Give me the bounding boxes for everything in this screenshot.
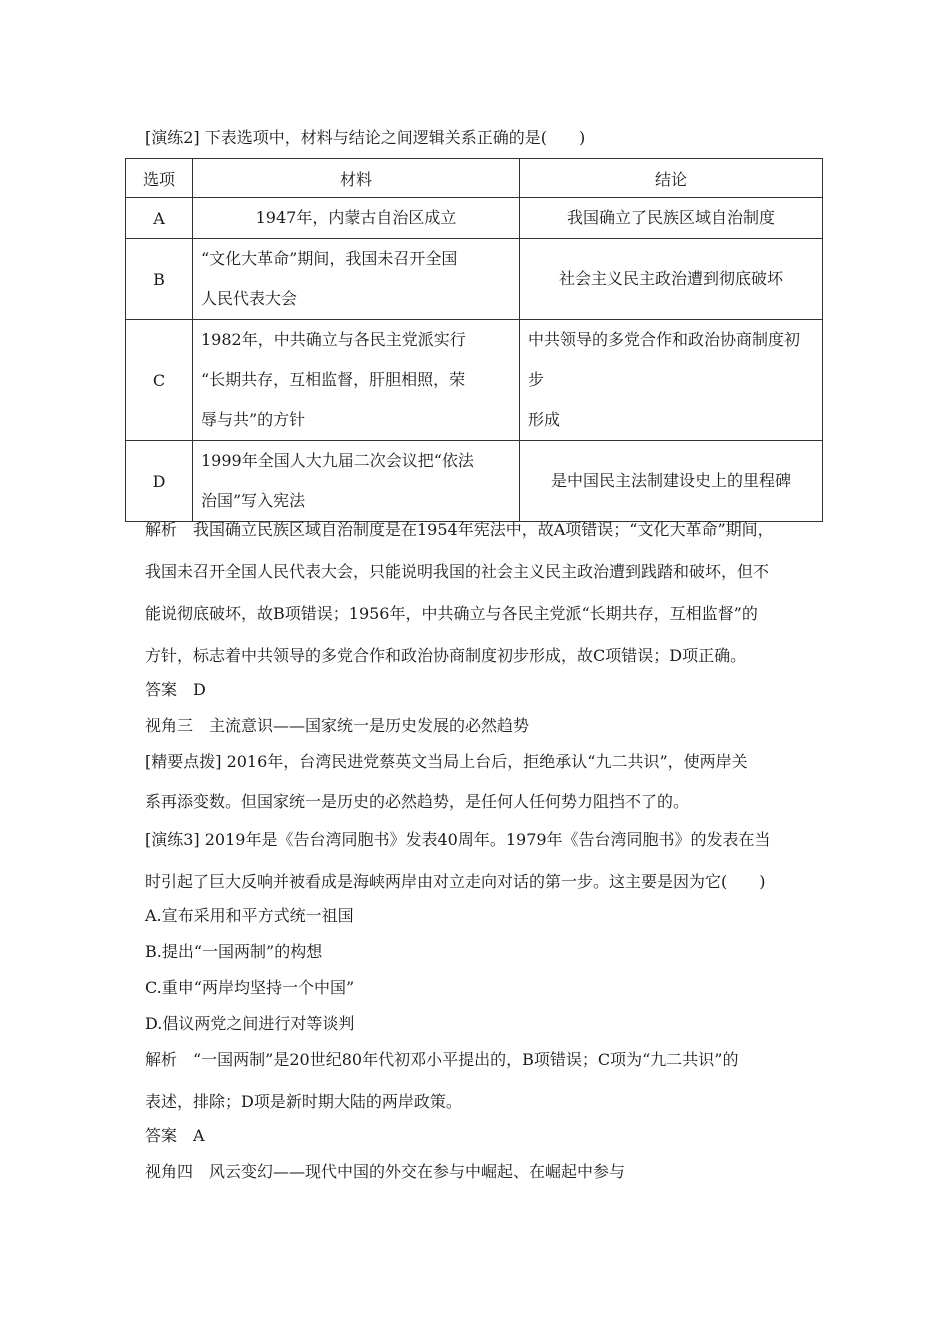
row-material: “文化大革命”期间，我国未召开全国 (201, 249, 458, 268)
row-material: 治国”写入宪法 (201, 491, 306, 510)
header-material: 材料 (193, 159, 520, 198)
exercise3-analysis-line: 表述，排除；D项是新时期大陆的两岸政策。 (145, 1092, 462, 1111)
row-conclusion: 是中国民主法制建设史上的里程碑 (550, 471, 791, 490)
perspective3-tip-line: [精要点拨] 2016年，台湾民进党蔡英文当局上台后，拒绝承认“九二共识”，使两岸关 (145, 752, 748, 771)
row-material: 1982年，中共确立与各民主党派实行 (201, 330, 466, 349)
exercise2-analysis-line: 我国未召开全国人民代表大会，只能说明我国的社会主义民主政治遭到践踏和破坏，但不 (145, 562, 770, 581)
row-option: C (126, 320, 193, 441)
header-conclusion: 结论 (520, 159, 823, 198)
exercise2-analysis-line: 解析 我国确立民族区域自治制度是在1954年宪法中，故A项错误；“文化大革命”期间， (145, 520, 774, 539)
row-material: 人民代表大会 (201, 289, 298, 308)
perspective3-tip-line: 系再添变数。但国家统一是历史的必然趋势，是任何人任何势力阻挡不了的。 (145, 792, 690, 811)
row-conclusion: 中共领导的多党合作和政治协商制度初步 (528, 330, 801, 389)
exercise2-analysis-line: 方针，标志着中共领导的多党合作和政治协商制度初步形成，故C项错误；D项正确。 (145, 646, 747, 665)
table-row (126, 198, 823, 239)
row-material: 1947年，内蒙古自治区成立 (255, 208, 457, 227)
perspective4-title: 视角四 风云变幻——现代中国的外交在参与中崛起、在崛起中参与 (145, 1162, 626, 1181)
exercise2-answer: 答案 D (145, 680, 206, 699)
table-row (126, 320, 823, 441)
exercise3-option-c: C.重申“两岸均坚持一个中国” (145, 978, 355, 997)
exercise2-analysis-line: 能说彻底破坏，故B项错误；1956年，中共确立与各民主党派“长期共存，互相监督”的 (145, 604, 758, 623)
exercise3-prompt-line: 时引起了巨大反响并被看成是海峡两岸由对立走向对话的第一步。这主要是因为它( ) (145, 872, 766, 891)
table-row (126, 441, 823, 522)
table-row (126, 239, 823, 320)
row-conclusion: 形成 (528, 410, 561, 429)
row-option: A (126, 198, 193, 239)
row-material: 1999年全国人大九届二次会议把“依法 (201, 451, 474, 470)
exercise3-option-b: B.提出“一国两制”的构想 (145, 942, 323, 961)
row-option: D (126, 441, 193, 522)
row-material: 辱与共”的方针 (201, 410, 306, 429)
row-conclusion: 社会主义民主政治遭到彻底破坏 (558, 269, 783, 288)
row-material: “长期共存，互相监督，肝胆相照，荣 (201, 370, 466, 389)
exercise2-table (125, 158, 823, 522)
row-conclusion: 我国确立了民族区域自治制度 (566, 208, 775, 227)
header-option: 选项 (126, 159, 193, 198)
table-header-row (126, 159, 823, 198)
perspective3-title: 视角三 主流意识——国家统一是历史发展的必然趋势 (145, 716, 530, 735)
exercise2-prompt: [演练2] 下表选项中，材料与结论之间逻辑关系正确的是( ) (145, 128, 586, 147)
exercise3-option-d: D.倡议两党之间进行对等谈判 (145, 1014, 355, 1033)
exercise3-prompt-line: [演练3] 2019年是《告台湾同胞书》发表40周年。1979年《告台湾同胞书》的发表在当 (145, 830, 771, 849)
row-option: B (126, 239, 193, 320)
exercise3-option-a: A.宣布采用和平方式统一祖国 (145, 906, 354, 925)
exercise3-analysis-line: 解析 “一国两制”是20世纪80年代初邓小平提出的，B项错误；C项为“九二共识”的 (145, 1050, 739, 1069)
exercise3-answer: 答案 A (145, 1126, 205, 1145)
